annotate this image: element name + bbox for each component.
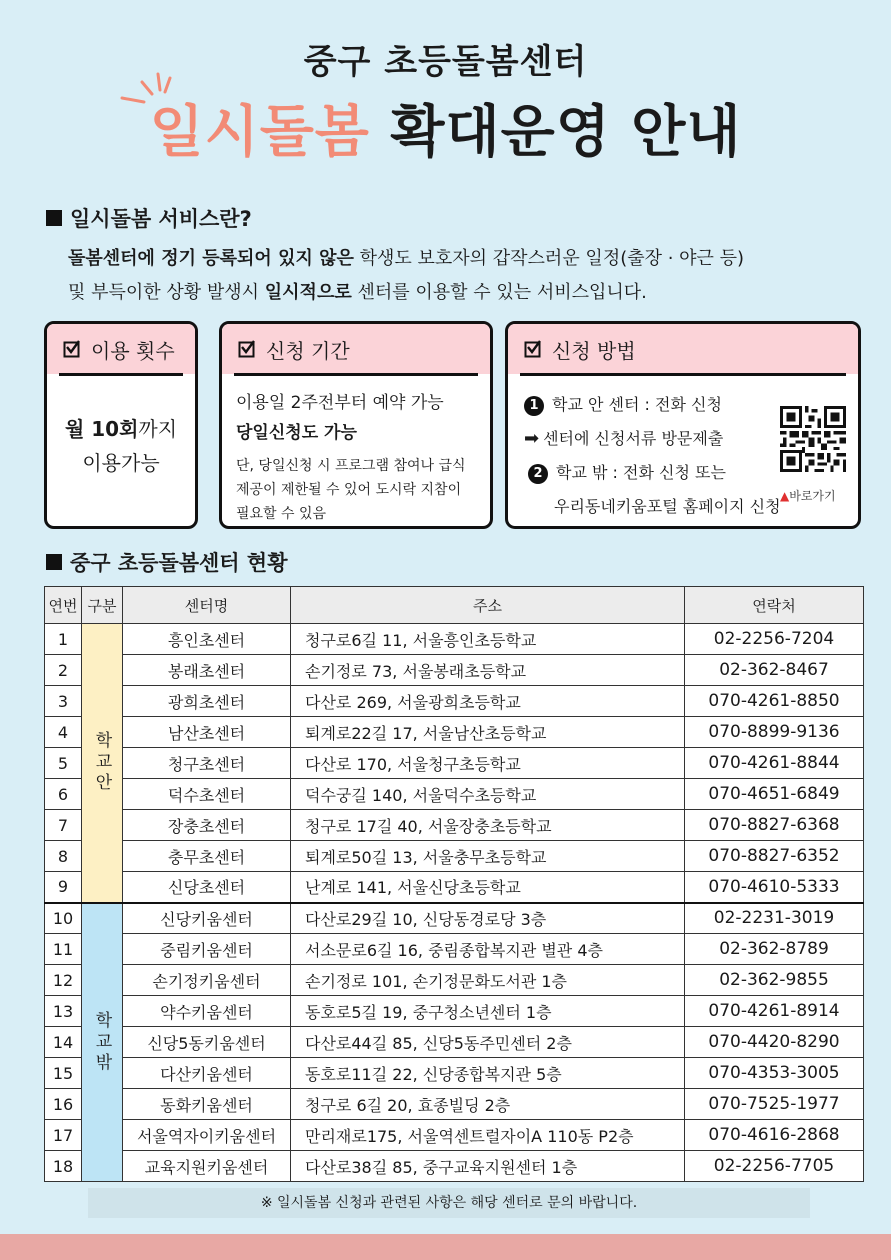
center-name: 신당초센터	[123, 872, 291, 903]
row-number: 10	[45, 903, 82, 934]
center-phone: 070-4261-8844	[685, 748, 864, 779]
intro-line2-rest: 센터를 이용할 수 있는 서비스입니다.	[351, 282, 647, 303]
usage-card-body	[47, 374, 195, 480]
row-number: 8	[45, 841, 82, 872]
method-card	[505, 321, 861, 529]
col-header-phone: 연락처	[685, 587, 864, 624]
center-address: 다산로 269, 서울광희초등학교	[291, 686, 685, 717]
center-name: 서울역자이키움센터	[123, 1120, 291, 1151]
arrow-right-icon: ➡	[524, 428, 540, 449]
center-phone: 02-2231-3019	[685, 903, 864, 934]
method-card-body	[508, 374, 858, 524]
table-row	[45, 655, 864, 686]
col-header-address: 주소	[291, 587, 685, 624]
center-name: 신당키움센터	[123, 903, 291, 934]
center-name: 약수키움센터	[123, 996, 291, 1027]
table-row	[45, 965, 864, 996]
row-number: 15	[45, 1058, 82, 1089]
step-1-badge: 1	[524, 396, 544, 416]
center-address: 덕수궁길 140, 서울덕수초등학교	[291, 779, 685, 810]
center-phone: 070-4420-8290	[685, 1027, 864, 1058]
center-phone: 02-2256-7204	[685, 624, 864, 655]
square-bullet-icon	[46, 210, 62, 226]
step-2-badge: 2	[528, 464, 548, 484]
footnote: ※ 일시돌봄 신청과 관련된 사항은 해당 센터로 문의 바랍니다.	[88, 1188, 810, 1218]
checkbox-checked-icon	[63, 340, 81, 358]
period-note-2: 제공이 제한될 수 있어 도시락 지참이	[236, 482, 462, 498]
table-header-row	[45, 587, 864, 624]
intro-heading	[46, 203, 252, 233]
col-header-name: 센터명	[123, 587, 291, 624]
method-card-header	[508, 324, 858, 374]
table-row	[45, 1151, 864, 1182]
center-phone: 070-4651-6849	[685, 779, 864, 810]
table-row	[45, 810, 864, 841]
period-line2: 당일신청도 가능	[236, 423, 357, 443]
period-card	[219, 321, 493, 529]
table-row	[45, 934, 864, 965]
col-header-no: 연번	[45, 587, 82, 624]
center-address: 동호로5길 19, 중구청소년센터 1층	[291, 996, 685, 1027]
method-card-title: 신청 방법	[552, 338, 636, 363]
center-address: 난계로 141, 서울신당초등학교	[291, 872, 685, 903]
table-row	[45, 1058, 864, 1089]
intro-line2-start: 및 부득이한 상황 발생시	[68, 282, 265, 303]
row-number: 14	[45, 1027, 82, 1058]
center-address: 청구로6길 11, 서울흥인초등학교	[291, 624, 685, 655]
center-name: 다산키움센터	[123, 1058, 291, 1089]
center-name: 봉래초센터	[123, 655, 291, 686]
table-row	[45, 1027, 864, 1058]
title-accent: 일시돌봄	[149, 100, 370, 165]
center-phone: 02-2256-7705	[685, 1151, 864, 1182]
page-title	[0, 88, 891, 168]
table-row	[45, 1089, 864, 1120]
center-address: 다산로38길 85, 중구교육지원센터 1층	[291, 1151, 685, 1182]
period-line1: 이용일 2주전부터 예약 가능	[236, 393, 444, 413]
center-name: 남산초센터	[123, 717, 291, 748]
usage-card-title: 이용 횟수	[91, 338, 175, 363]
page-subtitle: 중구 초등돌봄센터	[303, 42, 588, 82]
header-underline	[234, 373, 478, 376]
bottom-bar	[0, 1234, 891, 1260]
center-address: 퇴계로22길 17, 서울남산초등학교	[291, 717, 685, 748]
row-number: 2	[45, 655, 82, 686]
period-card-header	[222, 324, 490, 374]
center-phone: 070-7525-1977	[685, 1089, 864, 1120]
row-number: 16	[45, 1089, 82, 1120]
step-1-sub: 센터에 신청서류 방문제출	[543, 429, 724, 448]
triangle-up-icon: ▲	[780, 489, 790, 503]
category-school-in: 학교안	[82, 624, 123, 903]
center-address: 퇴계로50길 13, 서울충무초등학교	[291, 841, 685, 872]
intro-line2-bold: 일시적으로	[264, 282, 352, 303]
period-note-1: 단, 당일신청 시 프로그램 참여나 급식	[236, 458, 466, 474]
center-name: 장충초센터	[123, 810, 291, 841]
table-row	[45, 872, 864, 903]
qr-shortcut-label: 바로가기	[789, 489, 836, 503]
table-row	[45, 1120, 864, 1151]
usage-limit-rest: 까지	[138, 417, 178, 441]
center-phone: 070-8899-9136	[685, 717, 864, 748]
intro-line1-bold: 돌봄센터에 정기 등록되어 있지 않은	[68, 248, 354, 269]
center-name: 손기정키움센터	[123, 965, 291, 996]
center-name: 청구초센터	[123, 748, 291, 779]
table-heading-text: 중구 초등돌봄센터 현황	[70, 551, 288, 575]
center-phone: 070-4616-2868	[685, 1120, 864, 1151]
center-phone: 070-8827-6352	[685, 841, 864, 872]
table-row	[45, 624, 864, 655]
center-name: 중림키움센터	[123, 934, 291, 965]
row-number: 1	[45, 624, 82, 655]
usage-card	[44, 321, 198, 529]
row-number: 17	[45, 1120, 82, 1151]
centers-table	[44, 586, 864, 1182]
center-name: 덕수초센터	[123, 779, 291, 810]
qr-code-icon[interactable]	[780, 406, 846, 472]
checkbox-checked-icon	[524, 340, 542, 358]
center-phone: 02-362-8789	[685, 934, 864, 965]
checkbox-checked-icon	[238, 340, 256, 358]
center-name: 동화키움센터	[123, 1089, 291, 1120]
center-address: 다산로 170, 서울청구초등학교	[291, 748, 685, 779]
qr-shortcut-link[interactable]	[780, 479, 836, 513]
square-bullet-icon	[46, 554, 62, 570]
col-header-category: 구분	[82, 587, 123, 624]
row-number: 6	[45, 779, 82, 810]
center-phone: 070-4261-8914	[685, 996, 864, 1027]
step-1-text: 학교 안 센터 : 전화 신청	[552, 395, 722, 414]
usage-limit-bold: 월 10회	[64, 417, 139, 441]
center-address: 손기정로 101, 손기정문화도서관 1층	[291, 965, 685, 996]
row-number: 3	[45, 686, 82, 717]
table-row	[45, 686, 864, 717]
row-number: 11	[45, 934, 82, 965]
header-underline	[59, 373, 183, 376]
usage-available: 이용가능	[82, 451, 160, 475]
row-number: 13	[45, 996, 82, 1027]
period-card-body	[222, 374, 490, 526]
intro-line1-rest: 학생도 보호자의 갑작스러운 일정(출장 · 야근 등)	[353, 248, 745, 269]
row-number: 4	[45, 717, 82, 748]
center-address: 손기정로 73, 서울봉래초등학교	[291, 655, 685, 686]
usage-card-header	[47, 324, 195, 374]
center-phone: 02-362-8467	[685, 655, 864, 686]
table-row	[45, 996, 864, 1027]
center-name: 신당5동키움센터	[123, 1027, 291, 1058]
center-name: 충무초센터	[123, 841, 291, 872]
step-2-sub: 우리동네키움포털 홈페이지 신청	[554, 497, 781, 516]
center-address: 동호로11길 22, 신당종합복지관 5층	[291, 1058, 685, 1089]
table-row	[45, 717, 864, 748]
center-name: 교육지원키움센터	[123, 1151, 291, 1182]
center-address: 청구로 6길 20, 효종빌딩 2층	[291, 1089, 685, 1120]
intro-heading-text: 일시돌봄 서비스란?	[70, 207, 252, 231]
row-number: 9	[45, 872, 82, 903]
row-number: 18	[45, 1151, 82, 1182]
period-note-3: 필요할 수 있음	[236, 506, 327, 522]
table-row	[45, 779, 864, 810]
period-note	[236, 454, 490, 526]
center-phone: 070-4610-5333	[685, 872, 864, 903]
center-phone: 070-4353-3005	[685, 1058, 864, 1089]
table-row	[45, 748, 864, 779]
period-card-title: 신청 기간	[266, 338, 350, 363]
center-name: 흥인초센터	[123, 624, 291, 655]
row-number: 7	[45, 810, 82, 841]
center-address: 만리재로175, 서울역센트럴자이A 110동 P2층	[291, 1120, 685, 1151]
center-address: 청구로 17길 40, 서울장충초등학교	[291, 810, 685, 841]
center-address: 다산로29길 10, 신당동경로당 3층	[291, 903, 685, 934]
center-address: 다산로44길 85, 신당5동주민센터 2층	[291, 1027, 685, 1058]
row-number: 12	[45, 965, 82, 996]
title-rest: 확대운영 안내	[369, 100, 742, 165]
step-2-text: 학교 밖 : 전화 신청 또는	[556, 463, 726, 482]
center-phone: 070-4261-8850	[685, 686, 864, 717]
center-address: 서소문로6길 16, 중림종합복지관 별관 4층	[291, 934, 685, 965]
center-name: 광희초센터	[123, 686, 291, 717]
table-heading	[46, 547, 287, 577]
category-school-out: 학교밖	[82, 903, 123, 1182]
row-number: 5	[45, 748, 82, 779]
table-row	[45, 841, 864, 872]
intro-text	[68, 242, 868, 310]
center-phone: 02-362-9855	[685, 965, 864, 996]
center-phone: 070-8827-6368	[685, 810, 864, 841]
table-row	[45, 903, 864, 934]
